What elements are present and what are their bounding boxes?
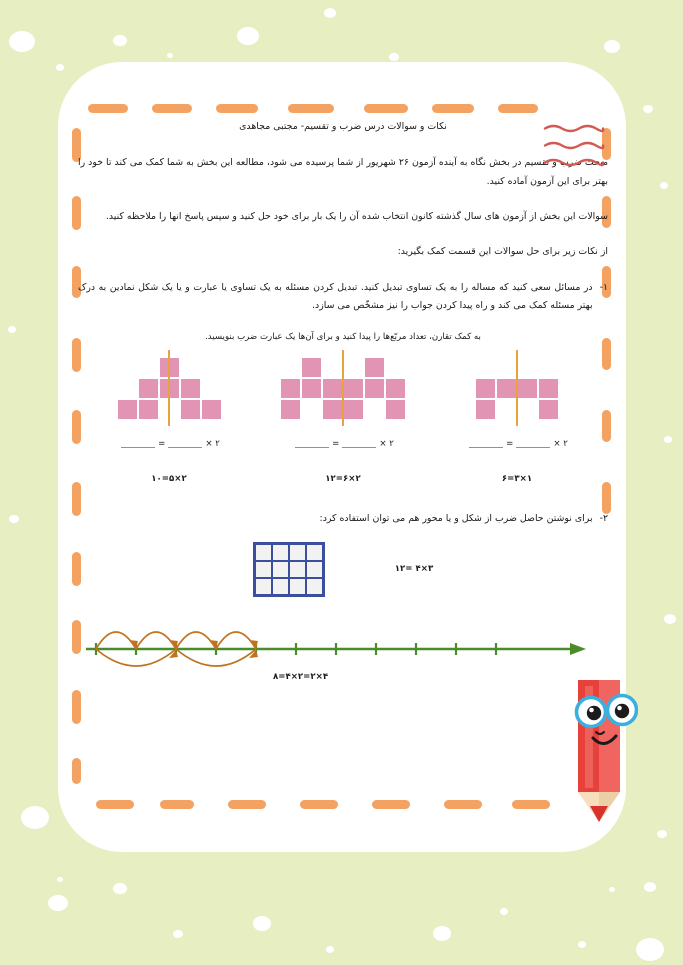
shape-cell-empty [117, 357, 138, 378]
border-dash [288, 104, 334, 113]
grid-cell [306, 578, 323, 595]
shape-cell-filled [301, 378, 322, 399]
shape-cell-empty [343, 357, 364, 378]
paragraph-source: سوالات این بخش از آزمون های سال گذشته کانون انتخاب شده آن را یک بار برای خود حل کنید و سپس پاسخ انها را ملاحظه کنید. [105, 210, 608, 222]
shape-cell-filled [180, 378, 201, 399]
equals-sign: = [506, 439, 514, 450]
background-dot [48, 895, 68, 911]
shape-cell-filled [364, 378, 385, 399]
grid-cell [289, 544, 306, 561]
border-dash [72, 758, 81, 784]
symmetry-axis [168, 350, 170, 426]
equation-prefix: ۲ × [205, 439, 220, 450]
shape-grid [117, 356, 222, 420]
border-dash [512, 800, 550, 809]
shape-cell-filled [343, 378, 364, 399]
number-line-svg [78, 623, 608, 671]
background-dot [578, 941, 586, 948]
equals-sign: = [158, 439, 166, 450]
shape-cell-empty [280, 357, 301, 378]
blue-grid-answer: ۳×۴ =۱۲ [394, 564, 434, 574]
shape-cell-filled [117, 399, 138, 420]
equation-blank-result[interactable] [469, 447, 503, 448]
shape-cell-empty [364, 399, 385, 420]
shape-answer: ۱×۳=۶ [501, 473, 533, 484]
equation-blank[interactable] [292, 436, 394, 453]
equation-blank[interactable] [118, 436, 220, 453]
shape-cell-filled [496, 378, 517, 399]
equation-blank-factor[interactable] [516, 447, 550, 448]
shape-cell-filled [343, 399, 364, 420]
grid-cell [289, 578, 306, 595]
pyramid-shape [94, 356, 244, 488]
border-dash [432, 104, 474, 113]
shape-cell-filled [322, 399, 343, 420]
u-shape [442, 356, 592, 488]
background-dot [8, 326, 16, 333]
background-dot [664, 614, 676, 624]
shape-grid [280, 356, 406, 420]
shape-cell-filled [385, 399, 406, 420]
symmetry-axis [516, 350, 518, 426]
grid-cell [255, 578, 272, 595]
shape-cell-filled [138, 378, 159, 399]
border-dash [160, 800, 194, 809]
wave-line [545, 143, 603, 148]
list-item-2-text: برای نوشتن حاصل ضرب از شکل و یا محور هم می توان استفاده کرد: [319, 512, 593, 524]
shape-cell-filled [280, 399, 301, 420]
grid-cell [289, 561, 306, 578]
paragraph-tips-lead: از نکات زیر برای حل سوالات این قسمت کمک بگیرید: [397, 246, 608, 258]
background-dot [500, 908, 508, 915]
equation-blank-result[interactable] [295, 447, 329, 448]
background-dot [643, 105, 653, 113]
equation-blank[interactable] [466, 436, 568, 453]
grid-cell [255, 561, 272, 578]
border-dash [72, 690, 81, 724]
border-dash [88, 104, 128, 113]
blue-grid [253, 542, 325, 597]
background-dot [9, 515, 19, 523]
shape-cell-empty [138, 357, 159, 378]
background-dot [657, 830, 667, 838]
paragraph-intro: مبحث ضرب و تقسیم در بخش نگاه به آینده آزمون ۲۶ شهریور از شما پرسیده می شود، مطالعه این بخش به شما کمک می کند تا خود را بهتر برای این آزمون آماده کنید. [78, 157, 608, 187]
shape-cell-filled [301, 357, 322, 378]
shape-answer: ۲×۶=۱۲ [325, 473, 361, 484]
grid-cell [306, 544, 323, 561]
border-dash [216, 104, 258, 113]
background-dot [9, 31, 35, 52]
shape-figures [78, 356, 608, 488]
shape-cell-empty [201, 378, 222, 399]
equals-sign: = [332, 439, 340, 450]
list-item-1-marker: ۱- [599, 281, 608, 293]
list-item-1 [78, 279, 608, 316]
border-dash [498, 104, 538, 113]
shape-cell-filled [385, 378, 406, 399]
equation-blank-factor[interactable] [168, 447, 202, 448]
shape-cell-filled [280, 378, 301, 399]
shape-cell-empty [301, 399, 322, 420]
background-dot [636, 938, 664, 961]
grid-cell [272, 561, 289, 578]
background-dot [326, 946, 334, 953]
shape-cell-filled [138, 399, 159, 420]
background-dot [644, 882, 656, 892]
shape-cell-empty [496, 399, 517, 420]
border-dash [364, 104, 408, 113]
background-dot [173, 930, 183, 938]
shape-cell-empty [322, 357, 343, 378]
shape-cell-filled [475, 378, 496, 399]
shape-cell-filled [517, 378, 538, 399]
background-dot [324, 8, 336, 18]
shape-cell-filled [201, 399, 222, 420]
background-dot [604, 40, 620, 53]
shape-cell-filled [475, 399, 496, 420]
background-dot [660, 182, 668, 189]
background-dot [21, 806, 49, 829]
shape-cell-filled [180, 399, 201, 420]
equation-prefix: ۲ × [379, 439, 394, 450]
background-dot [167, 53, 173, 58]
background-dot [609, 887, 615, 892]
shape-cell-empty [201, 357, 222, 378]
shape-cell-filled [364, 357, 385, 378]
document-body [78, 118, 608, 689]
border-dash [96, 800, 134, 809]
shape-cell-filled [322, 378, 343, 399]
background-dot [389, 53, 399, 61]
list-item-1-text: در مسائل سعی کنید که مساله را به یک تساوی تبدیل کنید. تبدیل کردن مسئله به یک تساوی یا عبارت و یا یک شکل نمادین به درک بهتر مسئله کمک می کند و راه پیدا کردن جواب را نیز مشخّص می سازد. [78, 281, 593, 311]
background-dot [664, 436, 672, 443]
symmetry-axis [342, 350, 344, 426]
shape-cell-empty [117, 378, 138, 399]
shape-grid [475, 356, 559, 420]
blue-grid-figure [78, 542, 608, 597]
grid-cell [255, 544, 272, 561]
shape-cell-empty [180, 357, 201, 378]
shape-cell-empty [385, 357, 406, 378]
grid-cell [306, 561, 323, 578]
border-dash [152, 104, 192, 113]
pencil-mascot-icon [560, 676, 638, 822]
number-line-figure [78, 623, 608, 689]
grid-cell [272, 544, 289, 561]
equation-prefix: ۲ × [553, 439, 568, 450]
background-dot [433, 926, 451, 941]
background-dot [113, 35, 127, 46]
border-dash [372, 800, 410, 809]
background-dot [56, 64, 64, 71]
background-dot [253, 916, 271, 931]
shape-cell-filled [538, 399, 559, 420]
equation-blank-result[interactable] [121, 447, 155, 448]
background-dot [57, 877, 63, 882]
border-dash [444, 800, 482, 809]
list-item-2-marker: ۲- [599, 512, 608, 524]
border-dash [300, 800, 338, 809]
page-title: نکات و سوالات درس ضرب و تقسیم- مجتبی مجاهدی [239, 121, 447, 132]
shape-cell-filled [538, 378, 559, 399]
shape-cell-empty [517, 399, 538, 420]
list-item-2 [78, 510, 608, 528]
h-shape [268, 356, 418, 488]
background-dot [237, 27, 259, 45]
border-dash [228, 800, 266, 809]
number-line-answer: ۴×۲=۲×۴=۸ [273, 671, 329, 682]
equation-blank-factor[interactable] [342, 447, 376, 448]
background-dot [113, 883, 127, 894]
grid-cell [272, 578, 289, 595]
figure-caption: به کمک تقارن، تعداد مربّع‌ها را پیدا کنید و برای آن‌ها یک عبارت ضرب بنویسید. [205, 332, 481, 343]
shape-answer: ۲×۵=۱۰ [151, 473, 187, 484]
